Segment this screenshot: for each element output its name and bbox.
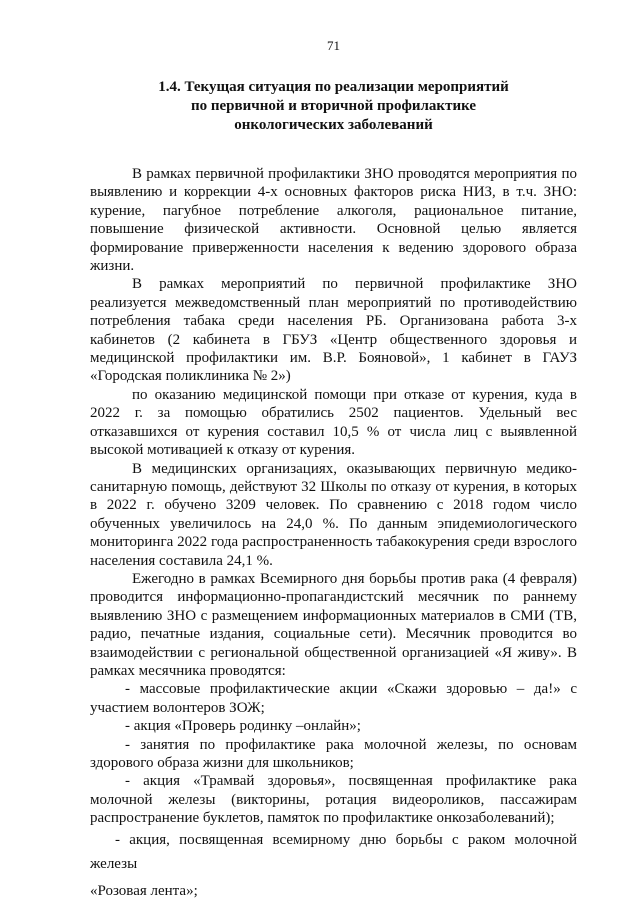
- list-item: - акция «Проверь родинку –онлайн»;: [125, 718, 361, 735]
- list-item: - акция, посвященная всемирному дню борьбы с раком молочной железы: [90, 831, 577, 872]
- list-item: - массовые профилактические акции «Скажи здоровью – да!» с участием волонтеров ЗОЖ;: [90, 681, 577, 716]
- paragraph-cancer-day: Ежегодно в рамках Всемирного дня борьбы против рака (4 февраля) проводится информационно-пропагандистский месячник по раннему выявлению ЗНО с размещением информационных материалов в СМИ (ТВ, радио, печатные издания, социальные сети). Месячник проводится во взаимодействии с региональной общественной организацией «Я живу». В рамках месячника проводятся:: [90, 570, 577, 679]
- page-number: 71: [327, 38, 340, 53]
- document-page: [90, 0, 577, 906]
- paragraph-smoking-schools: В медицинских организациях, оказывающих первичную медико-санитарную помощь, действуют 32 Школы по отказу от курения, в которых в 2022 г. обучено 3209 человек. По сравнению с 2018 годом число обученных увеличилось на 24,0 %. По данным эпидемиологического мониторинга 2022 года распространенность табакокурения среди взрослого населения составила 24,1 %.: [90, 460, 577, 569]
- heading-line-1: 1.4. Текущая ситуация по реализации мероприятий: [158, 79, 509, 95]
- trailing-line: «Розовая лента»;: [90, 882, 198, 899]
- heading-line-2: по первичной и вторичной профилактике: [190, 98, 477, 114]
- paragraph-smoking-cessation: по оказанию медицинской помощи при отказе от курения, куда в 2022 г. за помощью обратились 2502 пациентов. Удельный вес отказавшихся от курения составил 10,5 % от числа лиц с выявленной высокой мотивацией к отказу от курения.: [90, 386, 577, 459]
- body-text: [90, 165, 577, 900]
- heading-line-3: онкологических заболеваний: [234, 117, 433, 133]
- list-item: - акция «Трамвай здоровья», посвященная профилактике рака молочной железы (викторины, ротация видеороликов, пассажирам распространение буклетов, памяток по профилактике онкозаболеваний);: [90, 773, 577, 827]
- paragraph-tobacco-plan: В рамках мероприятий по первичной профилактике ЗНО реализуется межведомственный план мероприятий по противодействию потребления табака среди населения РБ. Организована работа 3-х кабинетов (2 кабинета в ГБУЗ «Центр общественного здоровья и медицинской профилактики им. В.Р. Бояновой», 1 кабинет в ГАУЗ «Городская поликлиника № 2»): [90, 276, 577, 385]
- list-item: - занятия по профилактике рака молочной железы, по основам здорового образа жизни для школьников;: [90, 736, 577, 771]
- paragraph-primary-prevention: В рамках первичной профилактики ЗНО проводятся мероприятия по выявлению и коррекции 4-х основных факторов риска НИЗ, в т.ч. ЗНО: курение, пагубное потребление алкоголя, рациональное питание, повышение физической активности. Основной целью является формирование приверженности населения к ведению здорового образа жизни.: [90, 166, 577, 275]
- section-heading: [90, 78, 577, 135]
